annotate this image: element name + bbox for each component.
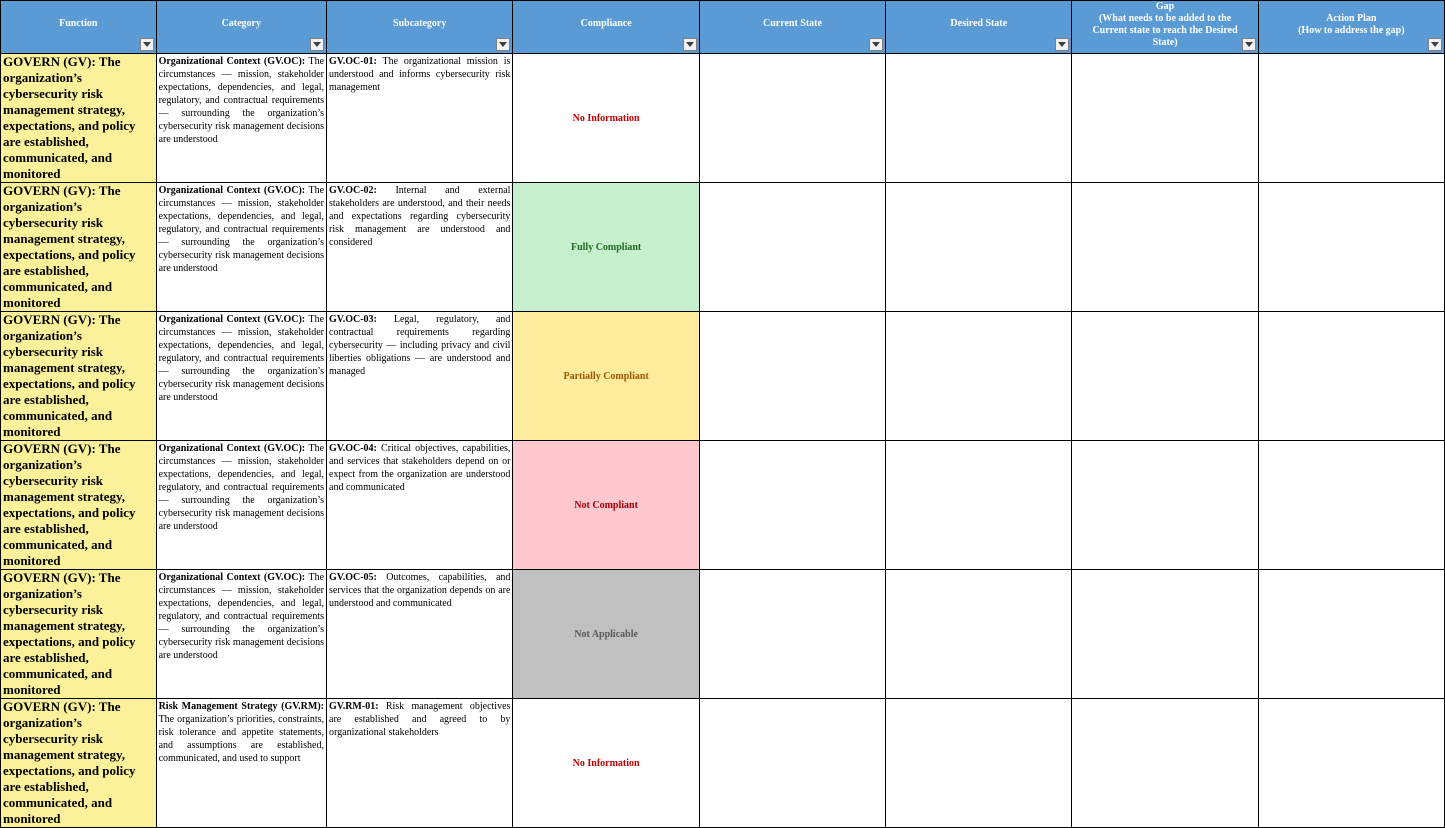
- compliance-cell[interactable]: Fully Compliant: [513, 183, 699, 312]
- table-row: [1, 54, 1445, 183]
- gap-cell[interactable]: [1072, 54, 1258, 183]
- desired-state-cell[interactable]: [886, 441, 1072, 570]
- header-desired-state: [886, 1, 1072, 54]
- function-cell[interactable]: GOVERN (GV): The organization’s cybersecurity risk management strategy, expectations, and policy are established, communicated, and monitored: [1, 54, 157, 183]
- gap-cell[interactable]: [1072, 699, 1258, 828]
- compliance-cell[interactable]: Partially Compliant: [513, 312, 699, 441]
- gap-cell[interactable]: [1072, 183, 1258, 312]
- category-text: The circumstances — mission, stakeholder expectations, dependencies, and legal, regulatory, and contractual requirements — surrounding the organization’s cybersecurity risk management decisions are understood: [158, 185, 325, 274]
- filter-dropdown-icon[interactable]: [310, 38, 324, 51]
- table-row: [1, 699, 1445, 828]
- function-cell[interactable]: GOVERN (GV): The organization’s cybersecurity risk management strategy, expectations, and policy are established, communicated, and monitored: [1, 312, 157, 441]
- table-row: [1, 183, 1445, 312]
- table-row: [1, 312, 1445, 441]
- desired-state-cell[interactable]: [886, 54, 1072, 183]
- category-cell[interactable]: [156, 570, 326, 699]
- subcategory-text: Internal and external stakeholders are understood, and their needs and expectations regarding cybersecurity risk management are understood and considered: [329, 185, 511, 248]
- header-action-plan-label: [1259, 13, 1444, 41]
- header-action-plan-title: Action Plan: [1326, 13, 1377, 24]
- current-state-cell[interactable]: [699, 54, 885, 183]
- subcategory-text: Risk management objectives are established and agreed to by organizational stakeholders: [329, 701, 511, 738]
- header-gap: [1072, 1, 1258, 54]
- category-cell[interactable]: [156, 183, 326, 312]
- category-cell[interactable]: [156, 54, 326, 183]
- header-desired-state-label: Desired State: [950, 18, 1008, 29]
- function-cell[interactable]: GOVERN (GV): The organization’s cybersecurity risk management strategy, expectations, and policy are established, communicated, and monitored: [1, 699, 157, 828]
- filter-dropdown-icon[interactable]: [1242, 38, 1256, 51]
- category-cell[interactable]: [156, 441, 326, 570]
- header-subcategory-label: Subcategory: [393, 18, 447, 29]
- category-text: The circumstances — mission, stakeholder expectations, dependencies, and legal, regulatory, and contractual requirements — surrounding the organization’s cybersecurity risk management decisions are understood: [158, 572, 325, 661]
- subcategory-id: GV.OC-04:: [329, 443, 377, 454]
- action-plan-cell[interactable]: [1258, 312, 1444, 441]
- subcategory-cell[interactable]: [327, 312, 513, 441]
- subcategory-text: The organizational mission is understood and informs cybersecurity risk management: [329, 56, 511, 93]
- header-compliance-label: Compliance: [580, 18, 632, 29]
- current-state-cell[interactable]: [699, 570, 885, 699]
- category-cell[interactable]: [156, 699, 326, 828]
- filter-dropdown-icon[interactable]: [1055, 38, 1069, 51]
- compliance-cell[interactable]: Not Applicable: [513, 570, 699, 699]
- subcategory-cell[interactable]: [327, 699, 513, 828]
- current-state-cell[interactable]: [699, 441, 885, 570]
- header-compliance: [513, 1, 699, 54]
- subcategory-text: Critical objectives, capabilities, and services that stakeholders depend on or expect from the organization are understood and communicated: [329, 443, 511, 493]
- subcategory-text: Legal, regulatory, and contractual requirements regarding cybersecurity — including privacy and civil liberties obligations — are understood and managed: [329, 314, 511, 377]
- function-cell[interactable]: GOVERN (GV): The organization’s cybersecurity risk management strategy, expectations, and policy are established, communicated, and monitored: [1, 183, 157, 312]
- filter-dropdown-icon[interactable]: [140, 38, 154, 51]
- subcategory-id: GV.OC-05:: [329, 572, 377, 583]
- gap-cell[interactable]: [1072, 441, 1258, 570]
- category-title: Organizational Context (GV.OC):: [158, 56, 306, 67]
- filter-dropdown-icon[interactable]: [683, 38, 697, 51]
- subcategory-cell[interactable]: [327, 183, 513, 312]
- gap-cell[interactable]: [1072, 570, 1258, 699]
- action-plan-cell[interactable]: [1258, 570, 1444, 699]
- subcategory-cell[interactable]: [327, 441, 513, 570]
- category-text: The circumstances — mission, stakeholder expectations, dependencies, and legal, regulatory, and contractual requirements — surrounding the organization’s cybersecurity risk management decisions are understood: [158, 56, 325, 145]
- category-cell[interactable]: [156, 312, 326, 441]
- category-title: Risk Management Strategy (GV.RM):: [158, 701, 324, 712]
- header-category-label: Category: [221, 18, 261, 29]
- subcategory-id: GV.OC-02:: [329, 185, 377, 196]
- category-text: The circumstances — mission, stakeholder expectations, dependencies, and legal, regulatory, and contractual requirements — surrounding the organization’s cybersecurity risk management decisions are understood: [158, 314, 325, 403]
- filter-dropdown-icon[interactable]: [1428, 38, 1442, 51]
- header-subcategory: [327, 1, 513, 54]
- category-title: Organizational Context (GV.OC):: [158, 314, 306, 325]
- subcategory-id: GV.RM-01:: [329, 701, 379, 712]
- action-plan-cell[interactable]: [1258, 183, 1444, 312]
- subcategory-cell[interactable]: [327, 570, 513, 699]
- header-gap-label: [1072, 1, 1257, 53]
- subcategory-id: GV.OC-03:: [329, 314, 377, 325]
- header-gap-title: Gap: [1155, 1, 1175, 12]
- compliance-cell[interactable]: No Information: [513, 699, 699, 828]
- header-function: [1, 1, 157, 54]
- header-gap-subtitle: (What needs to be added to the Current state to reach the Desired State): [1092, 13, 1238, 48]
- header-action-plan: [1258, 1, 1444, 54]
- category-text: The circumstances — mission, stakeholder expectations, dependencies, and legal, regulatory, and contractual requirements — surrounding the organization’s cybersecurity risk management decisions are understood: [158, 443, 325, 532]
- action-plan-cell[interactable]: [1258, 441, 1444, 570]
- category-title: Organizational Context (GV.OC):: [158, 443, 306, 454]
- category-title: Organizational Context (GV.OC):: [158, 185, 306, 196]
- function-cell[interactable]: GOVERN (GV): The organization’s cybersecurity risk management strategy, expectations, and policy are established, communicated, and monitored: [1, 441, 157, 570]
- header-function-label: Function: [59, 18, 98, 29]
- gap-cell[interactable]: [1072, 312, 1258, 441]
- filter-dropdown-icon[interactable]: [869, 38, 883, 51]
- desired-state-cell[interactable]: [886, 312, 1072, 441]
- desired-state-cell[interactable]: [886, 570, 1072, 699]
- header-category: [156, 1, 326, 54]
- subcategory-text: Outcomes, capabilities, and services that the organization depends on are understood and communicated: [329, 572, 511, 609]
- category-text: The organization’s priorities, constraints, risk tolerance and appetite statements, and assumptions are established, communicated, and used to support: [158, 714, 324, 764]
- category-title: Organizational Context (GV.OC):: [158, 572, 306, 583]
- current-state-cell[interactable]: [699, 699, 885, 828]
- header-current-state: [699, 1, 885, 54]
- table-row: [1, 570, 1445, 699]
- compliance-cell[interactable]: No Information: [513, 54, 699, 183]
- current-state-cell[interactable]: [699, 312, 885, 441]
- header-current-state-label: Current State: [762, 18, 822, 29]
- function-cell[interactable]: GOVERN (GV): The organization’s cybersecurity risk management strategy, expectations, and policy are established, communicated, and monitored: [1, 570, 157, 699]
- filter-dropdown-icon[interactable]: [496, 38, 510, 51]
- current-state-cell[interactable]: [699, 183, 885, 312]
- subcategory-id: GV.OC-01:: [329, 56, 377, 67]
- table-row: [1, 441, 1445, 570]
- subcategory-cell[interactable]: [327, 54, 513, 183]
- action-plan-cell[interactable]: [1258, 699, 1444, 828]
- header-row: [1, 1, 1445, 54]
- compliance-cell[interactable]: Not Compliant: [513, 441, 699, 570]
- header-action-plan-subtitle: (How to address the gap): [1298, 25, 1405, 36]
- desired-state-cell[interactable]: [886, 183, 1072, 312]
- desired-state-cell[interactable]: [886, 699, 1072, 828]
- action-plan-cell[interactable]: [1258, 54, 1444, 183]
